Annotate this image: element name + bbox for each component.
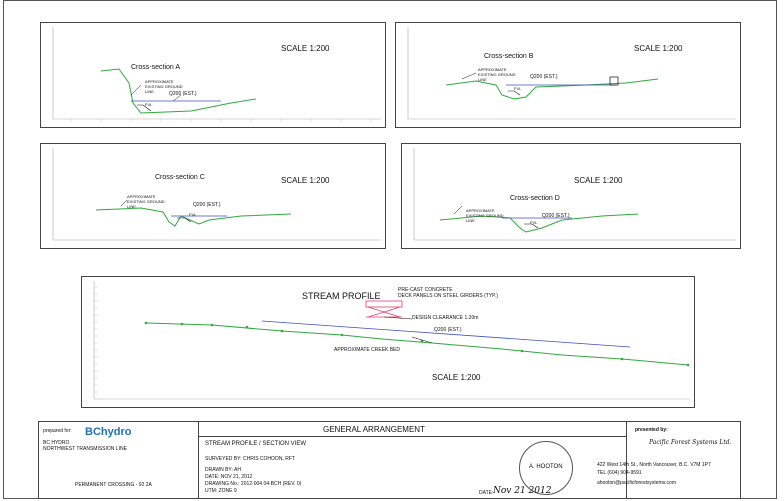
drawn-by: DRAWN BY: AH [205, 467, 241, 473]
design-clearance-label: DESIGN CLEARANCE 1.20m [412, 315, 479, 321]
cross-section-a-title: Cross-section A [131, 64, 181, 71]
cross-section-c-title: Cross-section C [155, 174, 205, 181]
cross-section-a-fvl-label: FVL [145, 102, 153, 107]
cross-section-d-q200-label: Q200 (EST.) [542, 213, 570, 219]
cross-section-b-scale: SCALE 1:200 [634, 44, 683, 53]
prepared-for-label: prepared for: [43, 428, 72, 434]
cross-section-a-ground-label: APPROXIMATE EXISTING GROUND LINE [145, 79, 183, 94]
presenter-cell [597, 422, 741, 499]
cross-section-c-fvl-label: FVL [189, 212, 197, 217]
cross-section-d-drawing [402, 144, 742, 250]
cross-section-c-panel [40, 143, 386, 249]
sheet-title: STREAM PROFILE / SECTION VIEW [205, 441, 307, 447]
crossing-name: PERMANENT CROSSING - 92 2A [75, 482, 152, 488]
cross-section-b-panel [395, 22, 741, 128]
stream-profile-drawing [82, 277, 696, 409]
cross-section-d-fvl-label: FVL [530, 220, 538, 225]
cross-section-d-panel [401, 143, 741, 249]
client-cell [39, 422, 199, 499]
deck-label-line-1: PRE-CAST CONCRETE [398, 287, 453, 293]
stream-profile-title: STREAM PROFILE [302, 291, 381, 301]
profile-q200-label: Q200 (EST.) [434, 327, 462, 333]
cross-section-b-title: Cross-section B [484, 53, 534, 60]
creek-bed-label: APPROXIMATE CREEK BED [334, 347, 401, 353]
drawing-number: DRAWING No.: 2012-004 04-BCH (REV. 0) [205, 481, 302, 487]
date-label: DATE: [479, 490, 494, 496]
utm-zone: UTM: ZONE 9 [205, 488, 237, 494]
cross-section-c-scale: SCALE 1:200 [281, 176, 330, 185]
cross-section-c-drawing [41, 144, 387, 250]
bc-hydro-logo: BChydro [85, 426, 132, 438]
cross-section-b-drawing [396, 23, 742, 129]
general-arrangement-heading: GENERAL ARRANGEMENT [323, 425, 425, 434]
cross-section-a-scale: SCALE 1:200 [281, 44, 330, 53]
cross-section-a-drawing [41, 23, 387, 129]
company-address: 422 West 14th St., North Vancouver, B.C. V7M 1P7 [597, 462, 711, 468]
date-handwritten: Nov 21 2012 [493, 486, 552, 496]
cross-section-b-fvl-label: FVL [514, 86, 522, 91]
cross-section-b-q200-label: Q200 (EST.) [530, 74, 558, 80]
surveyed-by: SURVEYED BY: CHRIS COHOON, RFT [205, 456, 295, 462]
cross-section-c-q200-label: Q200 (EST.) [193, 202, 221, 208]
client-name: BC HYDRO [43, 440, 70, 446]
cross-section-a-panel [40, 22, 386, 128]
company-email: ahooton@pacificforestsystems.com [597, 480, 676, 486]
cross-section-d-title: Cross-section D [510, 195, 560, 202]
seal-name: A. HOOTON [529, 464, 563, 470]
cross-section-c-ground-label: APPROXIMATE EXISTING GROUND LINE [127, 194, 165, 209]
project-name: NORTHWEST TRANSMISSION LINE [43, 446, 127, 452]
company-name: Pacific Forest Systems Ltd. [649, 439, 732, 446]
cross-section-b-ground-label: APPROXIMATE EXISTING GROUND LINE [478, 67, 516, 82]
drawing-date: DATE: NOV 21, 2012 [205, 474, 253, 480]
presented-by-label: presented by: [635, 427, 668, 433]
company-phone: TEL (604) 904-9591 [597, 470, 642, 476]
cross-section-a-q200-label: Q200 (EST.) [169, 91, 197, 97]
stream-profile-scale: SCALE 1:200 [432, 373, 481, 382]
sheet-info-cell [199, 422, 627, 499]
cross-section-d-scale: SCALE 1:200 [574, 176, 623, 185]
cross-section-d-ground-label: APPROXIMATE EXISTING GROUND LINE [466, 208, 504, 223]
deck-label-line-2: DECK PANELS ON STEEL GIRDERS (TYP.) [398, 293, 498, 299]
stream-profile-panel [81, 276, 695, 408]
title-block [38, 421, 741, 499]
sheet-info-divider [199, 436, 626, 437]
